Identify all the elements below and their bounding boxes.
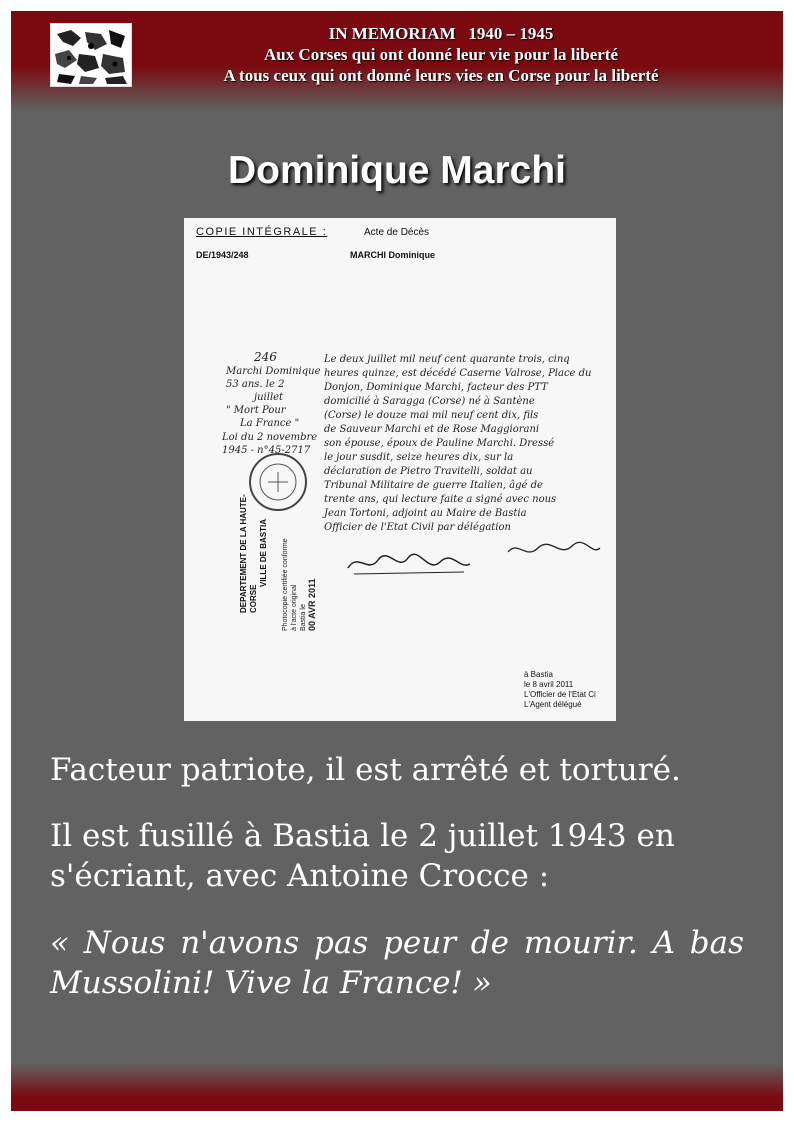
stamp-certified-line: Bastia le xyxy=(300,604,307,631)
header-title: IN MEMORIAM 1940 – 1945 xyxy=(328,24,554,43)
margin-line: Marchi Dominique xyxy=(226,366,321,377)
header-dedication-2: A tous ceux qui ont donné leurs vies en Corse pour la liberté xyxy=(223,66,659,85)
doc-footer-line: L'Officier de l'Etat Ci xyxy=(524,690,596,699)
doc-footer-line: L'Agent délégué xyxy=(524,700,582,709)
margin-line: " Mort Pour xyxy=(226,405,286,416)
handwritten-line: de Sauveur Marchi et de Rose Maggiorani xyxy=(324,424,540,435)
handwritten-line: le jour susdit, seize heures dix, sur la xyxy=(324,452,514,463)
signature xyxy=(344,548,474,578)
stamp-dept-line: VILLE DE BASTIA xyxy=(259,519,268,588)
paragraph-role: Facteur patriote, il est arrêté et torturé. xyxy=(50,752,681,788)
margin-line: La France " xyxy=(240,418,300,429)
doc-title: COPIE INTÉGRALE : xyxy=(196,226,328,238)
handwritten-line: son épouse, époux de Pauline Marchi. Dressé xyxy=(324,438,555,449)
handwritten-line: Jean Tortoni, adjoint au Maire de Bastia xyxy=(324,508,527,519)
margin-line: 53 ans. le 2 xyxy=(226,379,285,390)
quote: « Nous n'avons pas peur de mourir. A bas Mussolini! Vive la France! » xyxy=(50,925,744,1001)
round-stamp xyxy=(246,450,310,514)
doc-footer-line: le 8 avril 2011 xyxy=(524,680,574,689)
doc-footer xyxy=(524,670,596,710)
margin-line: Loi du 2 novembre xyxy=(222,432,318,443)
margin-line: juillet xyxy=(254,392,284,403)
stamp-certified-line: à l'acte original xyxy=(291,584,298,631)
handwritten-line: Officier de l'Etat Civil par délégation xyxy=(324,522,511,533)
handwritten-line: (Corse) le douze mai mil neuf cent dix, fils xyxy=(324,410,539,421)
stamp-dept-line: DEPARTEMENT DE LA HAUTE-CORSE xyxy=(239,494,258,613)
stamp-certified-line: 00 AVR 2011 xyxy=(307,578,317,631)
handwritten-line: domicilié à Saragga (Corse) né à Santène xyxy=(324,396,535,407)
person-name: Dominique Marchi xyxy=(227,149,567,192)
doc-name: MARCHI Dominique xyxy=(350,250,435,260)
handwritten-line: trente ans, qui lecture faite a signé avec nous xyxy=(324,494,557,505)
memorial-logo xyxy=(50,23,132,87)
handwritten-line: Donjon, Dominique Marchi, facteur des PTT xyxy=(324,382,548,393)
header-dedication-1: Aux Corses qui ont donné leur vie pour la liberté xyxy=(263,45,619,64)
memorial-page xyxy=(11,11,783,1111)
signature xyxy=(504,538,604,562)
stamp-certified-line: Photocopie certifiée conforme xyxy=(282,538,289,631)
header-text xyxy=(141,23,741,86)
doc-footer-line: à Bastia xyxy=(524,670,553,679)
footer-band xyxy=(11,1063,783,1111)
handwritten-line: heures quinze, est décédé Caserne Valrose, Place du xyxy=(324,368,592,379)
handwritten-line: Tribunal Militaire de guerre Italien, âgé de xyxy=(324,480,543,491)
margin-line: 1945 - n°45-2717 xyxy=(222,445,311,456)
doc-number: 246 xyxy=(254,350,277,364)
paragraph-execution: Il est fusillé à Bastia le 2 juillet 1943 en s'écriant, avec Antoine Crocce : xyxy=(50,818,675,894)
handwritten-line: déclaration de Pietro Travitelli, soldat au xyxy=(324,466,533,477)
doc-subtitle: Acte de Décès xyxy=(364,227,430,238)
death-certificate-image xyxy=(184,218,616,721)
doc-reference: DE/1943/248 xyxy=(196,250,249,260)
stamp-certified xyxy=(264,518,334,631)
handwritten-line: Le deux juillet mil neuf cent quarante trois, cinq xyxy=(324,354,570,365)
